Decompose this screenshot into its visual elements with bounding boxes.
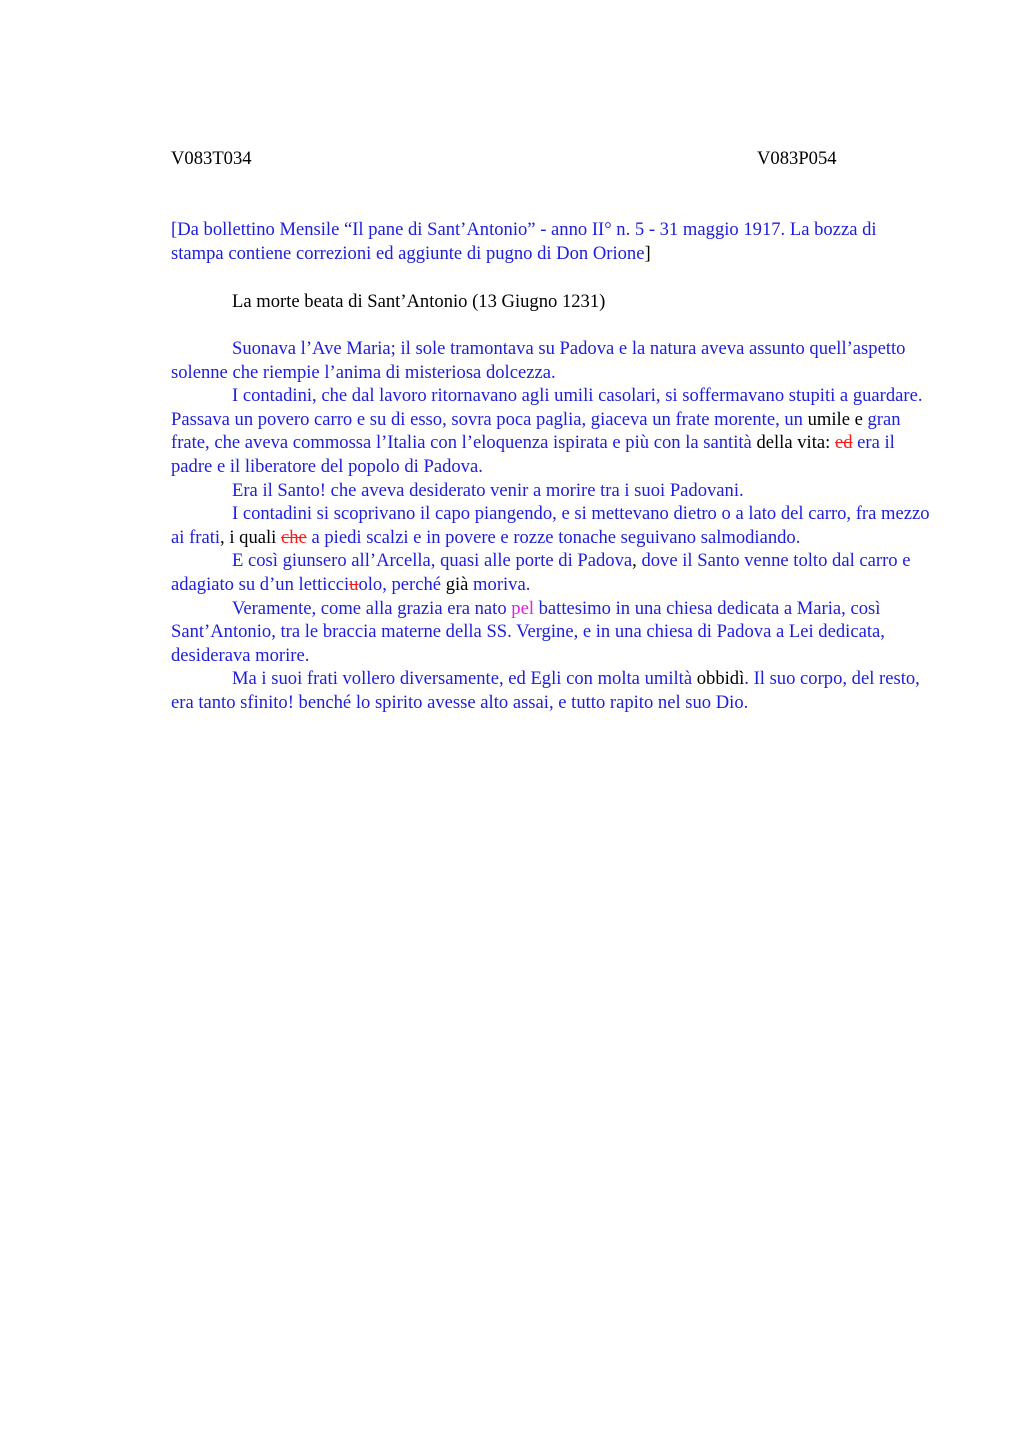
paragraph-7 [171, 667, 931, 714]
paragraph-7-added-text: obbidì [696, 668, 745, 690]
paragraph-5-text-c: dove il Santo venne tolto dal carro e adagiato su d’un letticci [171, 550, 911, 595]
paragraph-5-text-g: moriva. [468, 573, 531, 595]
paragraph-6-highlighted-text: pel [511, 597, 534, 619]
paragraph-6 [171, 597, 931, 668]
paragraph-6-text-a: Veramente, come alla grazia era nato [232, 597, 512, 619]
paragraph-4-text-a: I contadini si scoprivano il capo piangendo, e si mettevano dietro o a lato del carro, fra mezzo ai frati [171, 503, 930, 548]
source-note-close-bracket: ] [644, 242, 651, 264]
document-code-right: V083P054 [757, 148, 837, 169]
paragraph-4-text-e: a piedi scalzi e in povere e rozze tonache seguivano salmodiando. [306, 526, 801, 548]
paragraph-6-text-c: battesimo in una chiesa dedicata a Maria, così Sant’Antonio, tra le braccia materne della SS. Vergine, e in una chiesa di Padova a Lei dedicata, desiderava morire. [171, 597, 885, 666]
source-note [171, 218, 931, 265]
article-title: La morte beata di Sant’Antonio (13 Giugno 1231) [232, 291, 606, 312]
paragraph-5-added-comma: , [632, 550, 637, 572]
article-body [171, 337, 931, 715]
paragraph-4-added-text: , i quali [220, 526, 277, 548]
document-code-left: V083T034 [171, 148, 252, 169]
paragraph-5-text-e: olo, perché [358, 573, 446, 595]
paragraph-7-text-c: . Il suo corpo, del resto, era tanto sfinito! benché lo spirito avesse alto assai, e tutto rapito nel suo Dio. [171, 668, 920, 713]
paragraph-2-text-c: gran frate, che aveva commossa l’Italia con l’eloquenza ispirata e più con la santità [171, 408, 901, 454]
paragraph-5-text-a: E così giunsero all’Arcella, quasi alle porte di Padova [232, 550, 633, 572]
paragraph-2-text-g: era il padre e il liberatore del popolo di Padova. [171, 432, 895, 477]
paragraph-2-deleted-text: ed [834, 432, 853, 454]
paragraph-2-added-text-2: della vita: [756, 432, 831, 454]
paragraph-2 [171, 384, 931, 478]
paragraph-1: Suonava l’Ave Maria; il sole tramontava su Padova e la natura aveva assunto quell’aspetto solenne che riempie l’anima di misteriosa dolcezza. [171, 338, 906, 383]
paragraph-4-deleted-text: che [281, 526, 307, 548]
paragraph-5-deleted-letter: u [349, 573, 359, 595]
paragraph-4 [171, 502, 931, 549]
paragraph-5-added-text: già [445, 573, 469, 595]
paragraph-2-added-text: umile e [807, 408, 863, 430]
paragraph-5 [171, 549, 931, 596]
paragraph-7-text-a: Ma i suoi frati vollero diversamente, ed Egli con molta umiltà [232, 668, 697, 690]
source-note-text: [Da bollettino Mensile “Il pane di Sant’Antonio” - anno II° n. 5 - 31 maggio 1917. La bozza di stampa contiene correzioni ed aggiunte di pugno di Don Orione [171, 219, 877, 264]
paragraph-3: Era il Santo! che aveva desiderato venir a morire tra i suoi Padovani. [232, 479, 744, 501]
paragraph-2-text-a: I contadini, che dal lavoro ritornavano agli umili casolari, si soffermavano stupiti a guardare. Passava un povero carro e su di esso, sovra poca paglia, giaceva un frate morente, un [171, 385, 923, 430]
